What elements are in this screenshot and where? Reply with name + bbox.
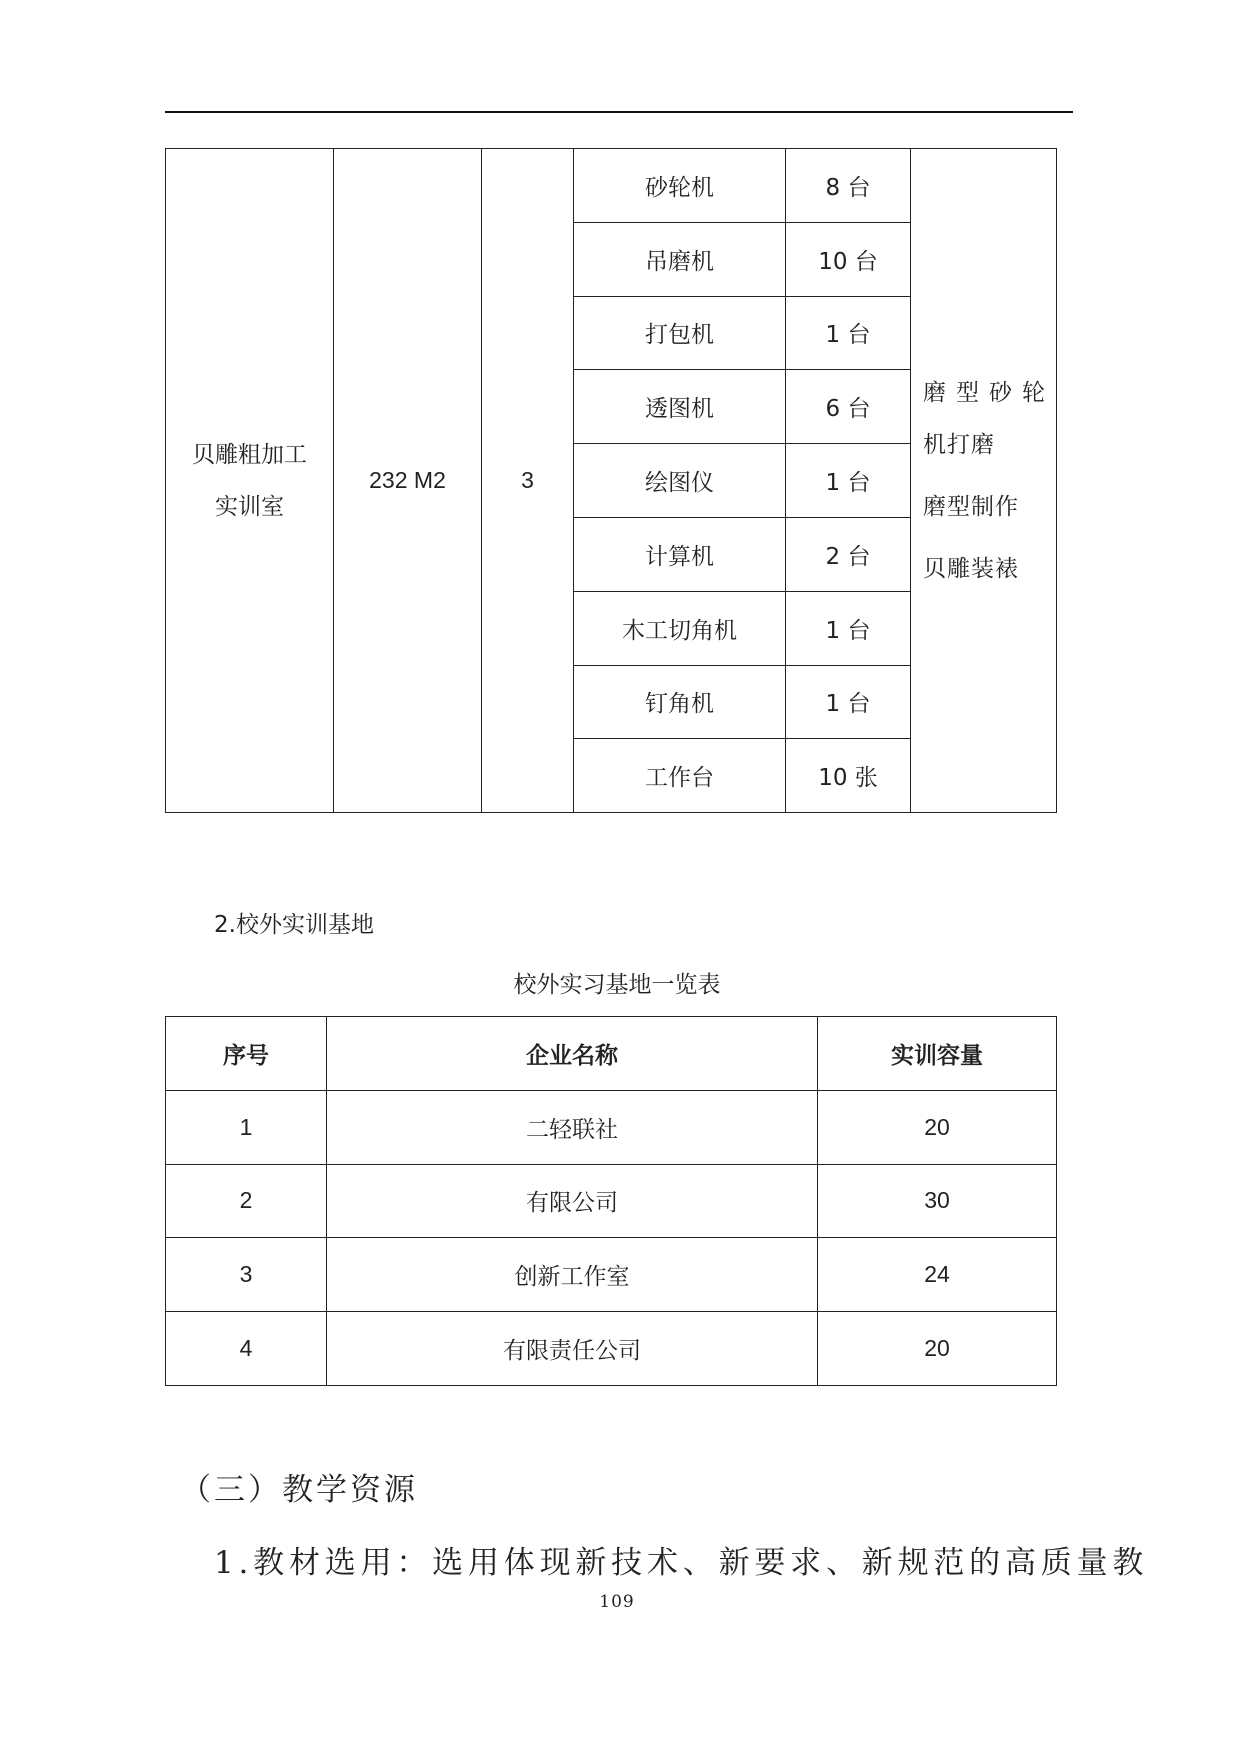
row-name: 有限公司 xyxy=(327,1164,818,1238)
page-number: 109 xyxy=(599,1592,635,1612)
equipment-qty: 8 台 xyxy=(786,149,911,223)
table-row xyxy=(166,1238,1057,1312)
table-row xyxy=(166,149,1057,223)
use-line: 磨型制作 xyxy=(923,493,1019,520)
row-name: 二轻联社 xyxy=(327,1090,818,1164)
row-capacity: 30 xyxy=(818,1164,1057,1238)
equipment-name: 工作台 xyxy=(574,739,786,813)
room-name-line1: 贝雕粗加工 xyxy=(192,441,307,468)
equipment-qty: 1 台 xyxy=(786,296,911,370)
table-row xyxy=(166,1312,1057,1386)
row-no: 4 xyxy=(166,1312,327,1386)
row-name: 创新工作室 xyxy=(327,1238,818,1312)
row-capacity: 20 xyxy=(818,1312,1057,1386)
equipment-qty: 6 台 xyxy=(786,370,911,444)
section-label: 2.校外实训基地 xyxy=(214,912,374,938)
body-paragraph: 1.教材选用：选用体现新技术、新要求、新规范的高质量教 xyxy=(214,1545,1149,1581)
header-rule xyxy=(165,111,1073,113)
equipment-qty: 10 台 xyxy=(786,222,911,296)
use-line: 机打磨 xyxy=(923,431,995,458)
equipment-name: 打包机 xyxy=(574,296,786,370)
use-line: 磨型砂轮 xyxy=(923,379,1055,406)
use-line: 贝雕装裱 xyxy=(923,555,1019,582)
row-no: 3 xyxy=(166,1238,327,1312)
row-capacity: 24 xyxy=(818,1238,1057,1312)
room-name-line2: 实训室 xyxy=(215,493,284,520)
row-name: 有限责任公司 xyxy=(327,1312,818,1386)
equipment-name: 钉角机 xyxy=(574,665,786,739)
equipment-qty: 10 张 xyxy=(786,739,911,813)
equipment-name: 砂轮机 xyxy=(574,149,786,223)
column-header-no: 序号 xyxy=(166,1017,327,1091)
equipment-qty: 1 台 xyxy=(786,665,911,739)
equipment-qty: 1 台 xyxy=(786,444,911,518)
row-no: 1 xyxy=(166,1090,327,1164)
column-header-capacity: 实训容量 xyxy=(818,1017,1057,1091)
training-room-table xyxy=(165,148,1057,813)
row-capacity: 20 xyxy=(818,1090,1057,1164)
equipment-name: 计算机 xyxy=(574,517,786,591)
table-row xyxy=(166,1090,1057,1164)
room-name-cell xyxy=(166,149,334,813)
table-title: 校外实习基地一览表 xyxy=(513,972,721,998)
equipment-qty: 1 台 xyxy=(786,591,911,665)
equipment-name: 透图机 xyxy=(574,370,786,444)
row-no: 2 xyxy=(166,1164,327,1238)
equipment-name: 吊磨机 xyxy=(574,222,786,296)
room-use-cell xyxy=(911,149,1057,813)
practice-bases-table xyxy=(165,1016,1057,1386)
room-area-cell: 232 M2 xyxy=(334,149,482,813)
equipment-name: 木工切角机 xyxy=(574,591,786,665)
equipment-name: 绘图仪 xyxy=(574,444,786,518)
column-header-name: 企业名称 xyxy=(327,1017,818,1091)
table-header-row xyxy=(166,1017,1057,1091)
room-count-cell: 3 xyxy=(482,149,574,813)
section-heading: （三）教学资源 xyxy=(180,1472,418,1508)
equipment-qty: 2 台 xyxy=(786,517,911,591)
table-row xyxy=(166,1164,1057,1238)
